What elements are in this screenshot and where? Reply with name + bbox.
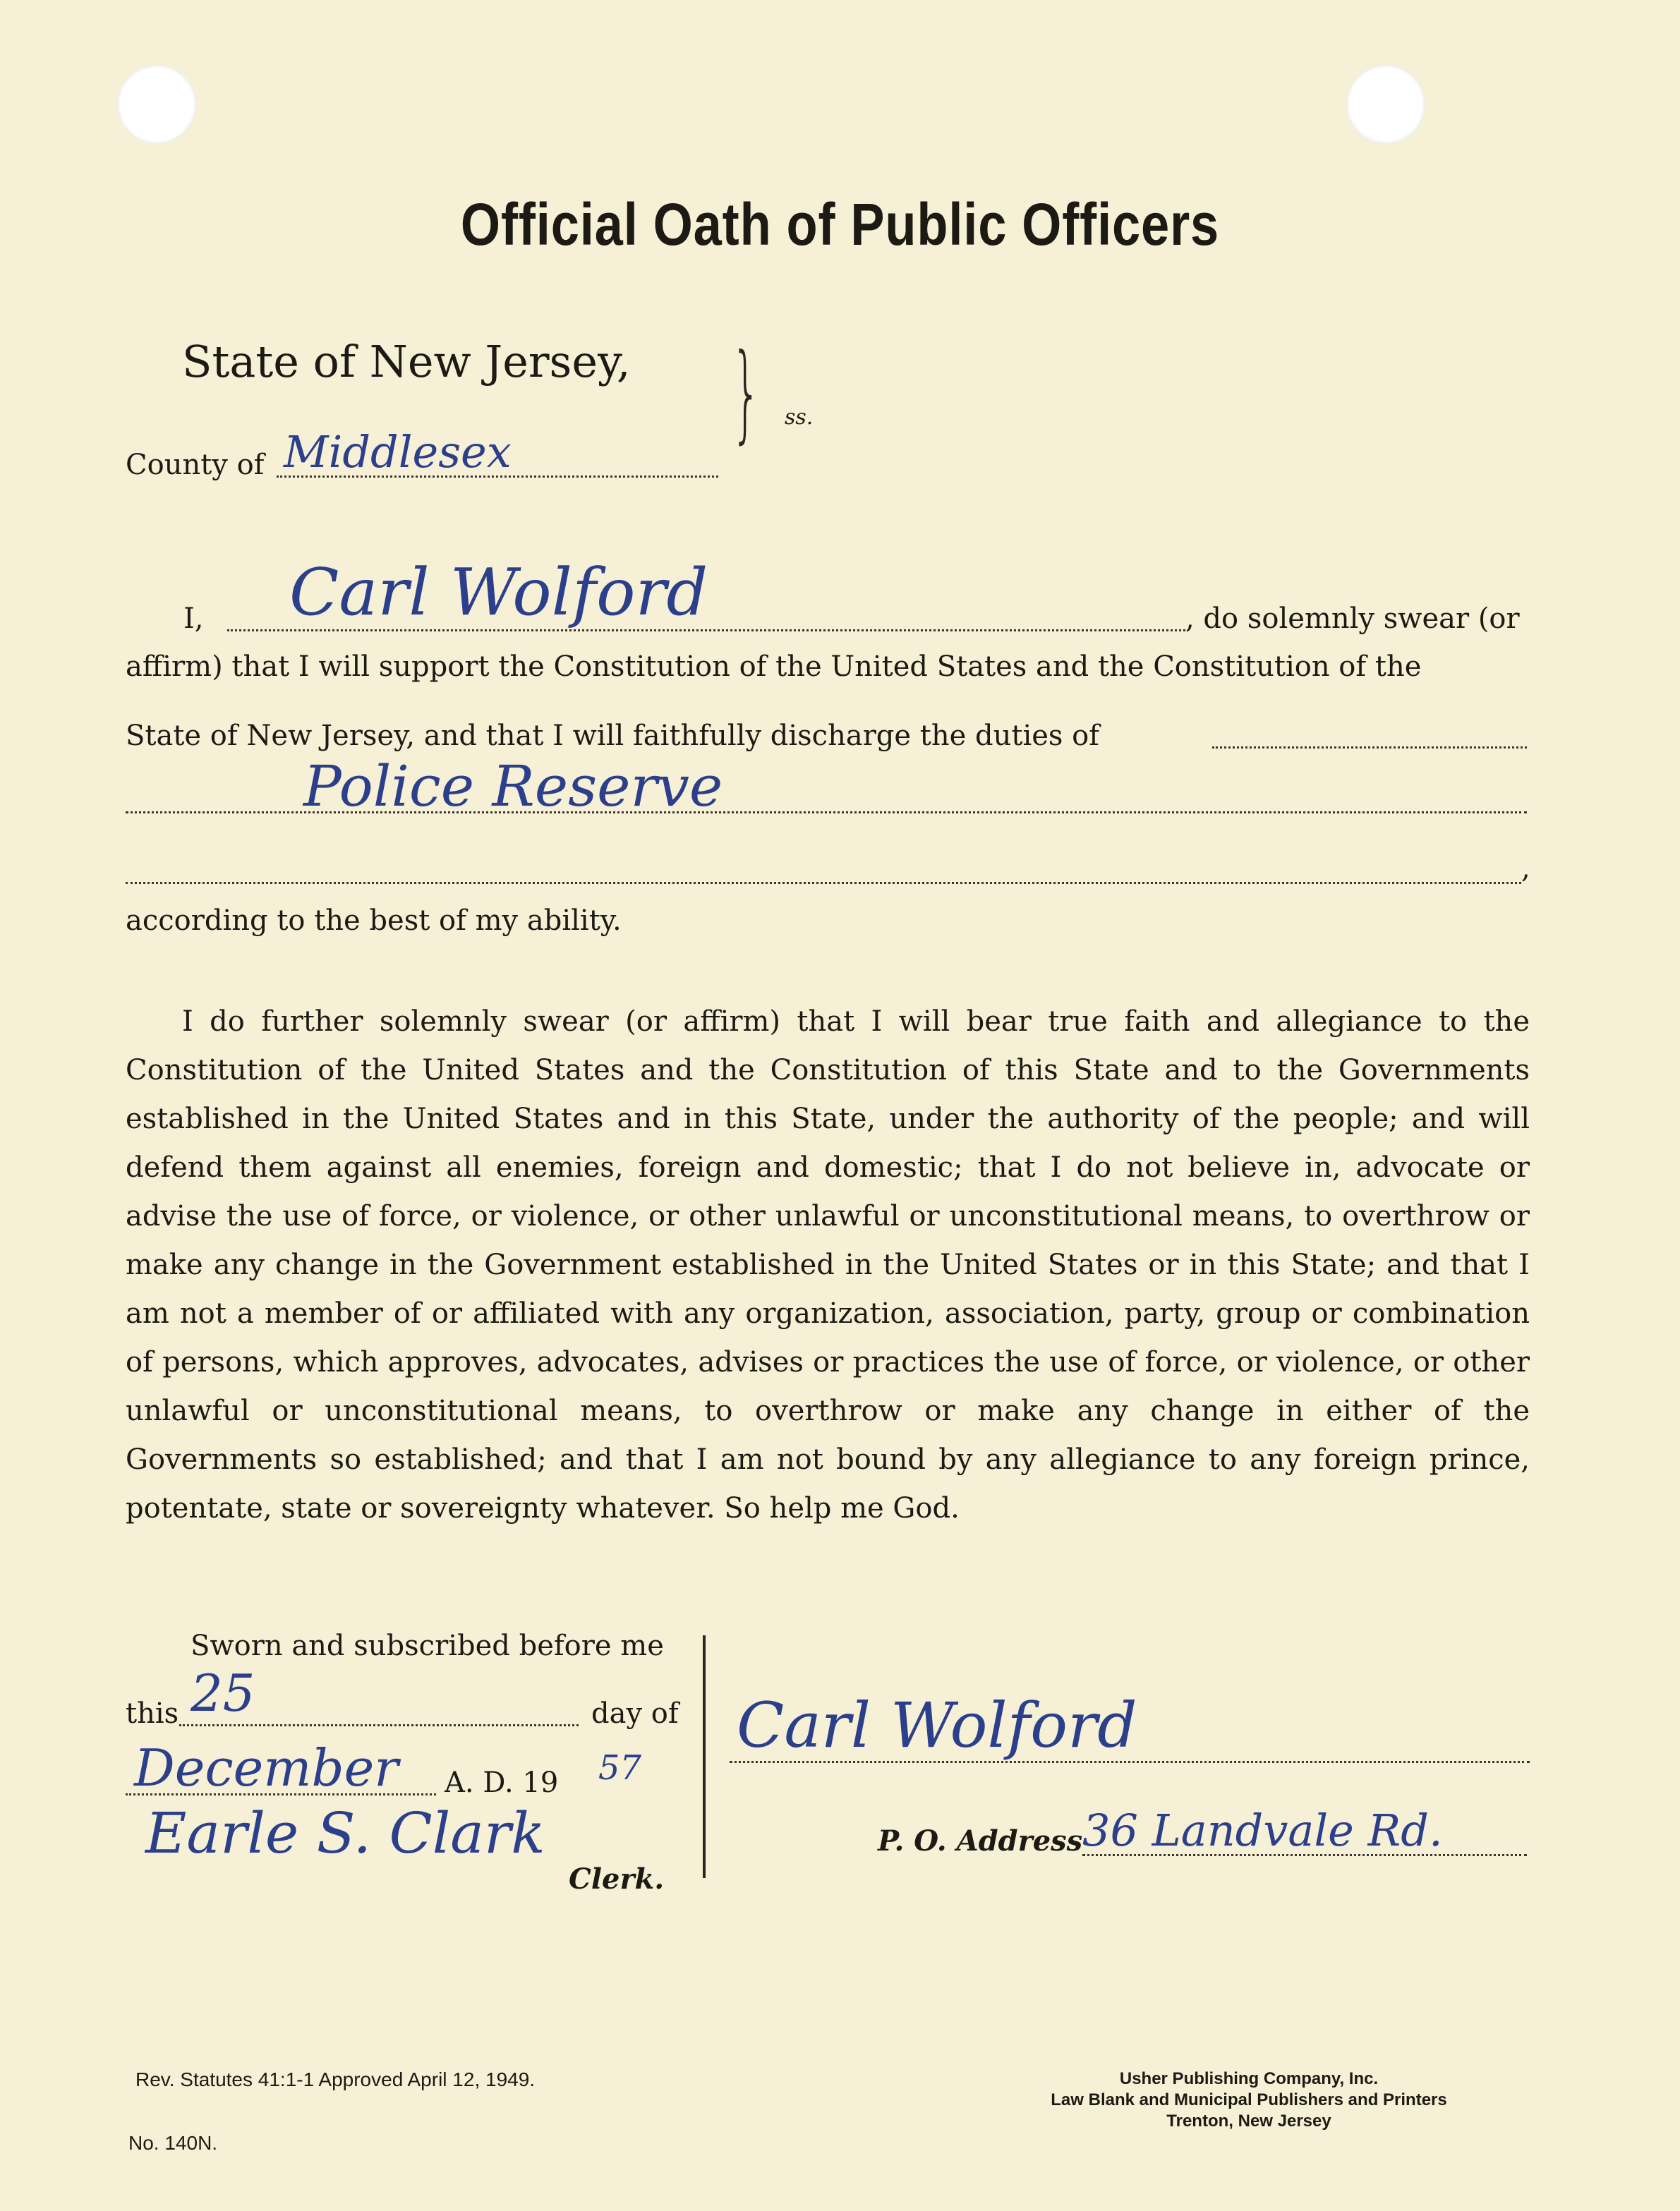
county-line — [277, 475, 718, 478]
oath-line2: affirm) that I will support the Constitution of the United States and the Constitution of the — [126, 650, 1422, 683]
form-number: No. 140N. — [128, 2132, 218, 2154]
punch-hole-right — [1346, 65, 1425, 144]
document-title: Official Oath of Public Officers — [460, 191, 1220, 258]
oath-closing: according to the best of my ability. — [126, 904, 622, 937]
day-of-label: day of — [591, 1697, 679, 1730]
oath-line1-tail: , do solemnly swear (or — [1185, 602, 1520, 635]
allegiance-paragraph: I do further solemnly swear (or affirm) that I will bear true faith and allegiance to the Constitution of the United States and the Constitution of this State and to the Governments established in the United States and in this State, under the authority of the people; and will defend them against all enemies, foreign and domestic; that I do not believe in, advocate or advise the use of force, or violence, or other unlawful or unconstitutional means, to overthrow or make any change in the Government established in the United States or in this State; and that I am not a member of or affiliated with any organization, association, party, group or combination of persons, which approves, advocates, advises or practices the use of force, or violence, or other unlawful or unconstitutional means, to overthrow or make any change in either of the Governments so established; and that I am not bound by any allegiance to any foreign prince, potentate, state or sovereignty whatever. So help me God. — [126, 1005, 1530, 1525]
po-address-value: 36 Landvale Rd. — [1082, 1805, 1443, 1856]
duties-line-3 — [126, 882, 1521, 884]
year-value: 57 — [598, 1748, 642, 1788]
venue-brace: } — [731, 332, 761, 454]
duties-line-2 — [126, 811, 1527, 813]
publisher-description: Law Blank and Municipal Publishers and Printers — [1051, 2090, 1447, 2109]
officer-name: Carl Wolford — [289, 555, 708, 630]
ad-label: A. D. 19 — [445, 1767, 559, 1799]
statute-note: Rev. Statutes 41:1-1 Approved April 12, 1949. — [135, 2068, 536, 2090]
publisher-imprint — [931, 2068, 1566, 2132]
publisher-name: Usher Publishing Company, Inc. — [1119, 2069, 1379, 2088]
clerk-signature: Earle S. Clark — [145, 1800, 545, 1866]
oath-line3: State of New Jersey, and that I will faithfully discharge the duties of — [126, 720, 1100, 752]
duties-line-1 — [1212, 746, 1527, 749]
i-label: I, — [183, 602, 204, 635]
month-line — [126, 1793, 436, 1795]
po-address-line — [1082, 1854, 1527, 1856]
punch-hole-left — [117, 65, 196, 144]
month-value: December — [134, 1738, 399, 1798]
county-value: Middlesex — [284, 426, 512, 478]
day-line — [179, 1724, 579, 1726]
clerk-label: Clerk. — [569, 1862, 665, 1896]
duties-comma: , — [1521, 852, 1530, 885]
state-label: State of New Jersey, — [182, 336, 631, 387]
officer-name-line — [227, 629, 1185, 631]
office-value: Police Reserve — [303, 753, 723, 819]
signature-line — [730, 1761, 1530, 1763]
publisher-location: Trenton, New Jersey — [1166, 2112, 1331, 2131]
this-label: this — [126, 1697, 179, 1730]
affiant-signature: Carl Wolford — [737, 1689, 1137, 1762]
jurat-divider — [703, 1635, 706, 1878]
po-address-label: P. O. Address — [878, 1824, 1083, 1858]
county-label: County of — [126, 449, 265, 481]
sworn-label: Sworn and subscribed before me — [191, 1630, 664, 1662]
ss-label: ss. — [785, 405, 814, 430]
day-value: 25 — [191, 1664, 255, 1723]
